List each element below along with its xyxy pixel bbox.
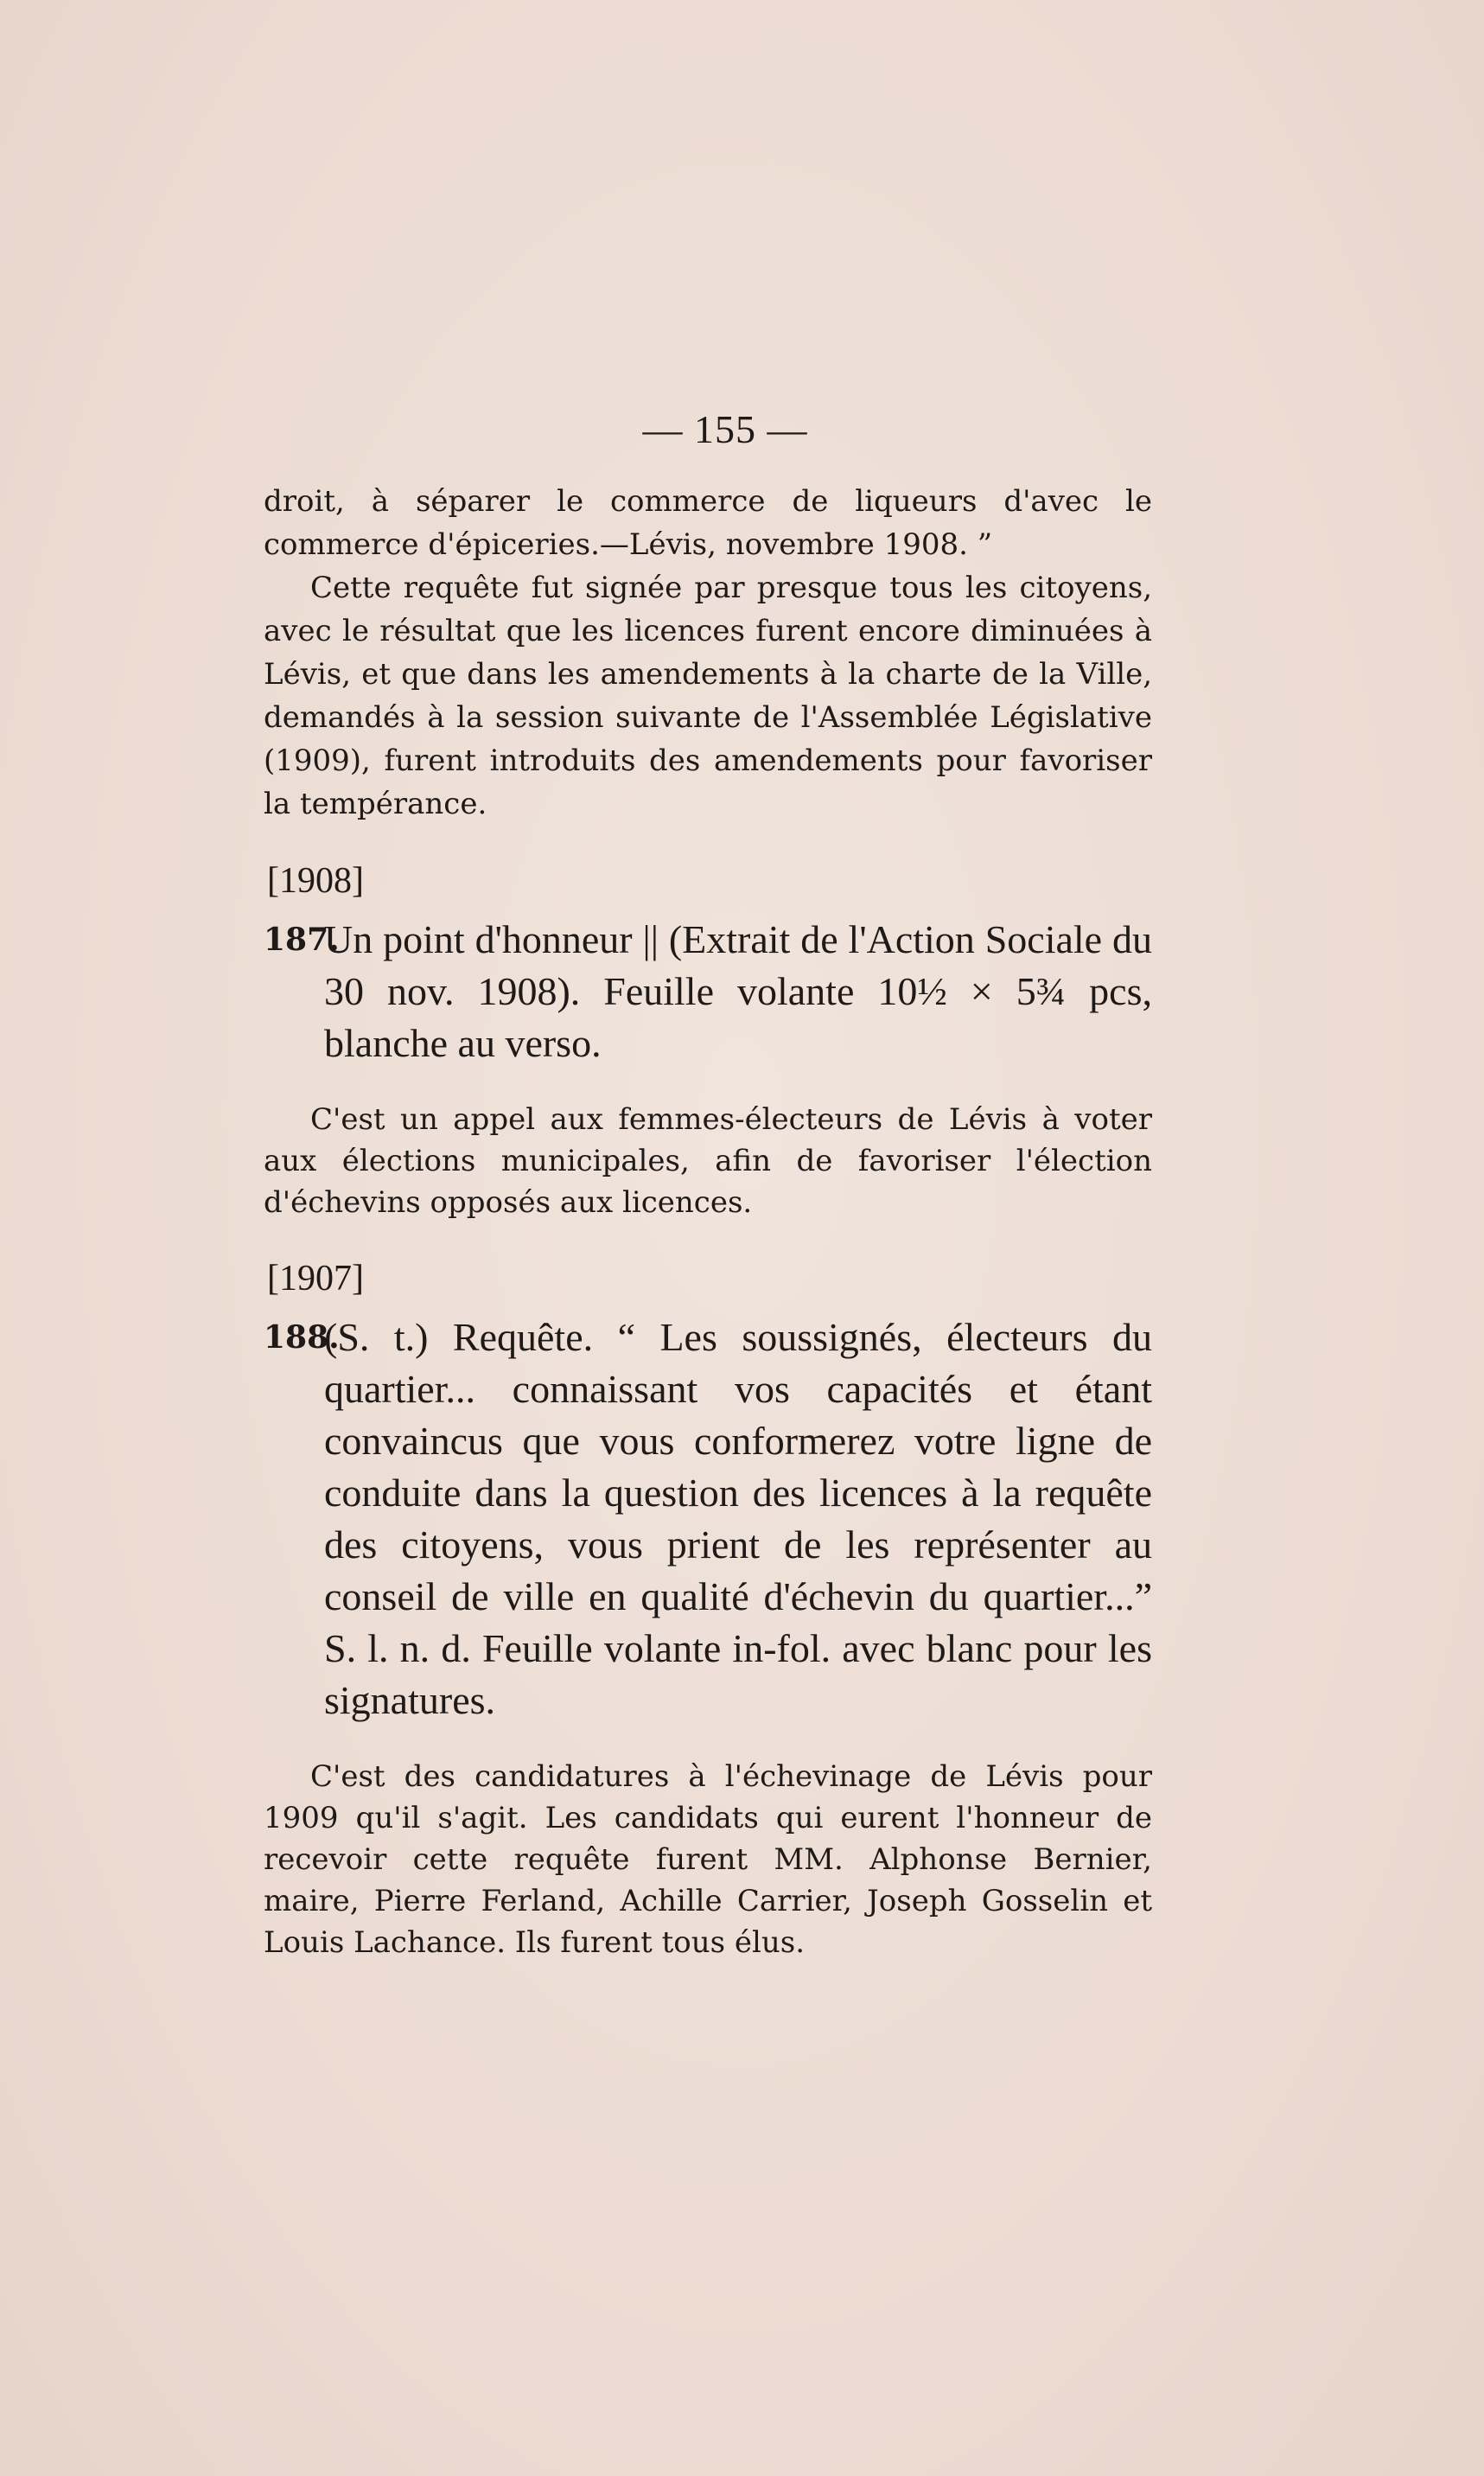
- request-paragraph: Cette requête fut signée par presque tous les citoyens, avec le résultat que les licences furent encore diminuées à Lévis, et que dans les amendements à la charte de la Ville, demandés à la session suivante de l'Assemblée Législative (1909), furent introduits des amendements pour favoriser la tempérance.: [264, 571, 1152, 821]
- page-body: [264, 406, 1152, 1963]
- page-number: — 155 —: [642, 407, 808, 451]
- entry-187: [264, 914, 1152, 1069]
- entry-188: [264, 1311, 1152, 1726]
- entry-187-text: Un point d'honneur || (Extrait de l'Action Sociale du 30 nov. 1908). Feuille volante 10½ × 5¾ pcs, blanche au verso.: [324, 917, 1152, 1065]
- continued-paragraph: droit, à séparer le commerce de liqueurs d'avec le commerce d'épiceries.—Lévis, novembre 1908. ”: [264, 484, 1152, 562]
- entry-187-year: [1908]: [267, 861, 364, 901]
- entry-188-year: [1907]: [267, 1259, 364, 1299]
- entry-187-number: 187.: [264, 922, 340, 958]
- entry-187-note: C'est un appel aux femmes-électeurs de Lévis à voter aux élections municipales, afin de favoriser l'élection d'échevins opposés aux licences.: [264, 1102, 1152, 1220]
- entry-188-note: C'est des candidatures à l'échevinage de Lévis pour 1909 qu'il s'agit. Les candidats qui eurent l'honneur de recevoir cette requête furent MM. Alphonse Bernier, maire, Pierre Ferland, Achille Carrier, Joseph Gosselin et Louis Lachance. Ils furent tous élus.: [264, 1759, 1152, 1960]
- entry-188-text: (S. t.) Requête. “ Les soussignés, électeurs du quartier... connaissant vos capacités et étant convaincus que vous conformerez votre ligne de conduite dans la question des licences à la requête des citoyens, vous prient de les représenter au conseil de ville en qualité d'échevin du quartier...” S. l. n. d. Feuille volante in-fol. avec blanc pour les signatures.: [324, 1315, 1152, 1722]
- entry-188-number: 188.: [264, 1319, 340, 1356]
